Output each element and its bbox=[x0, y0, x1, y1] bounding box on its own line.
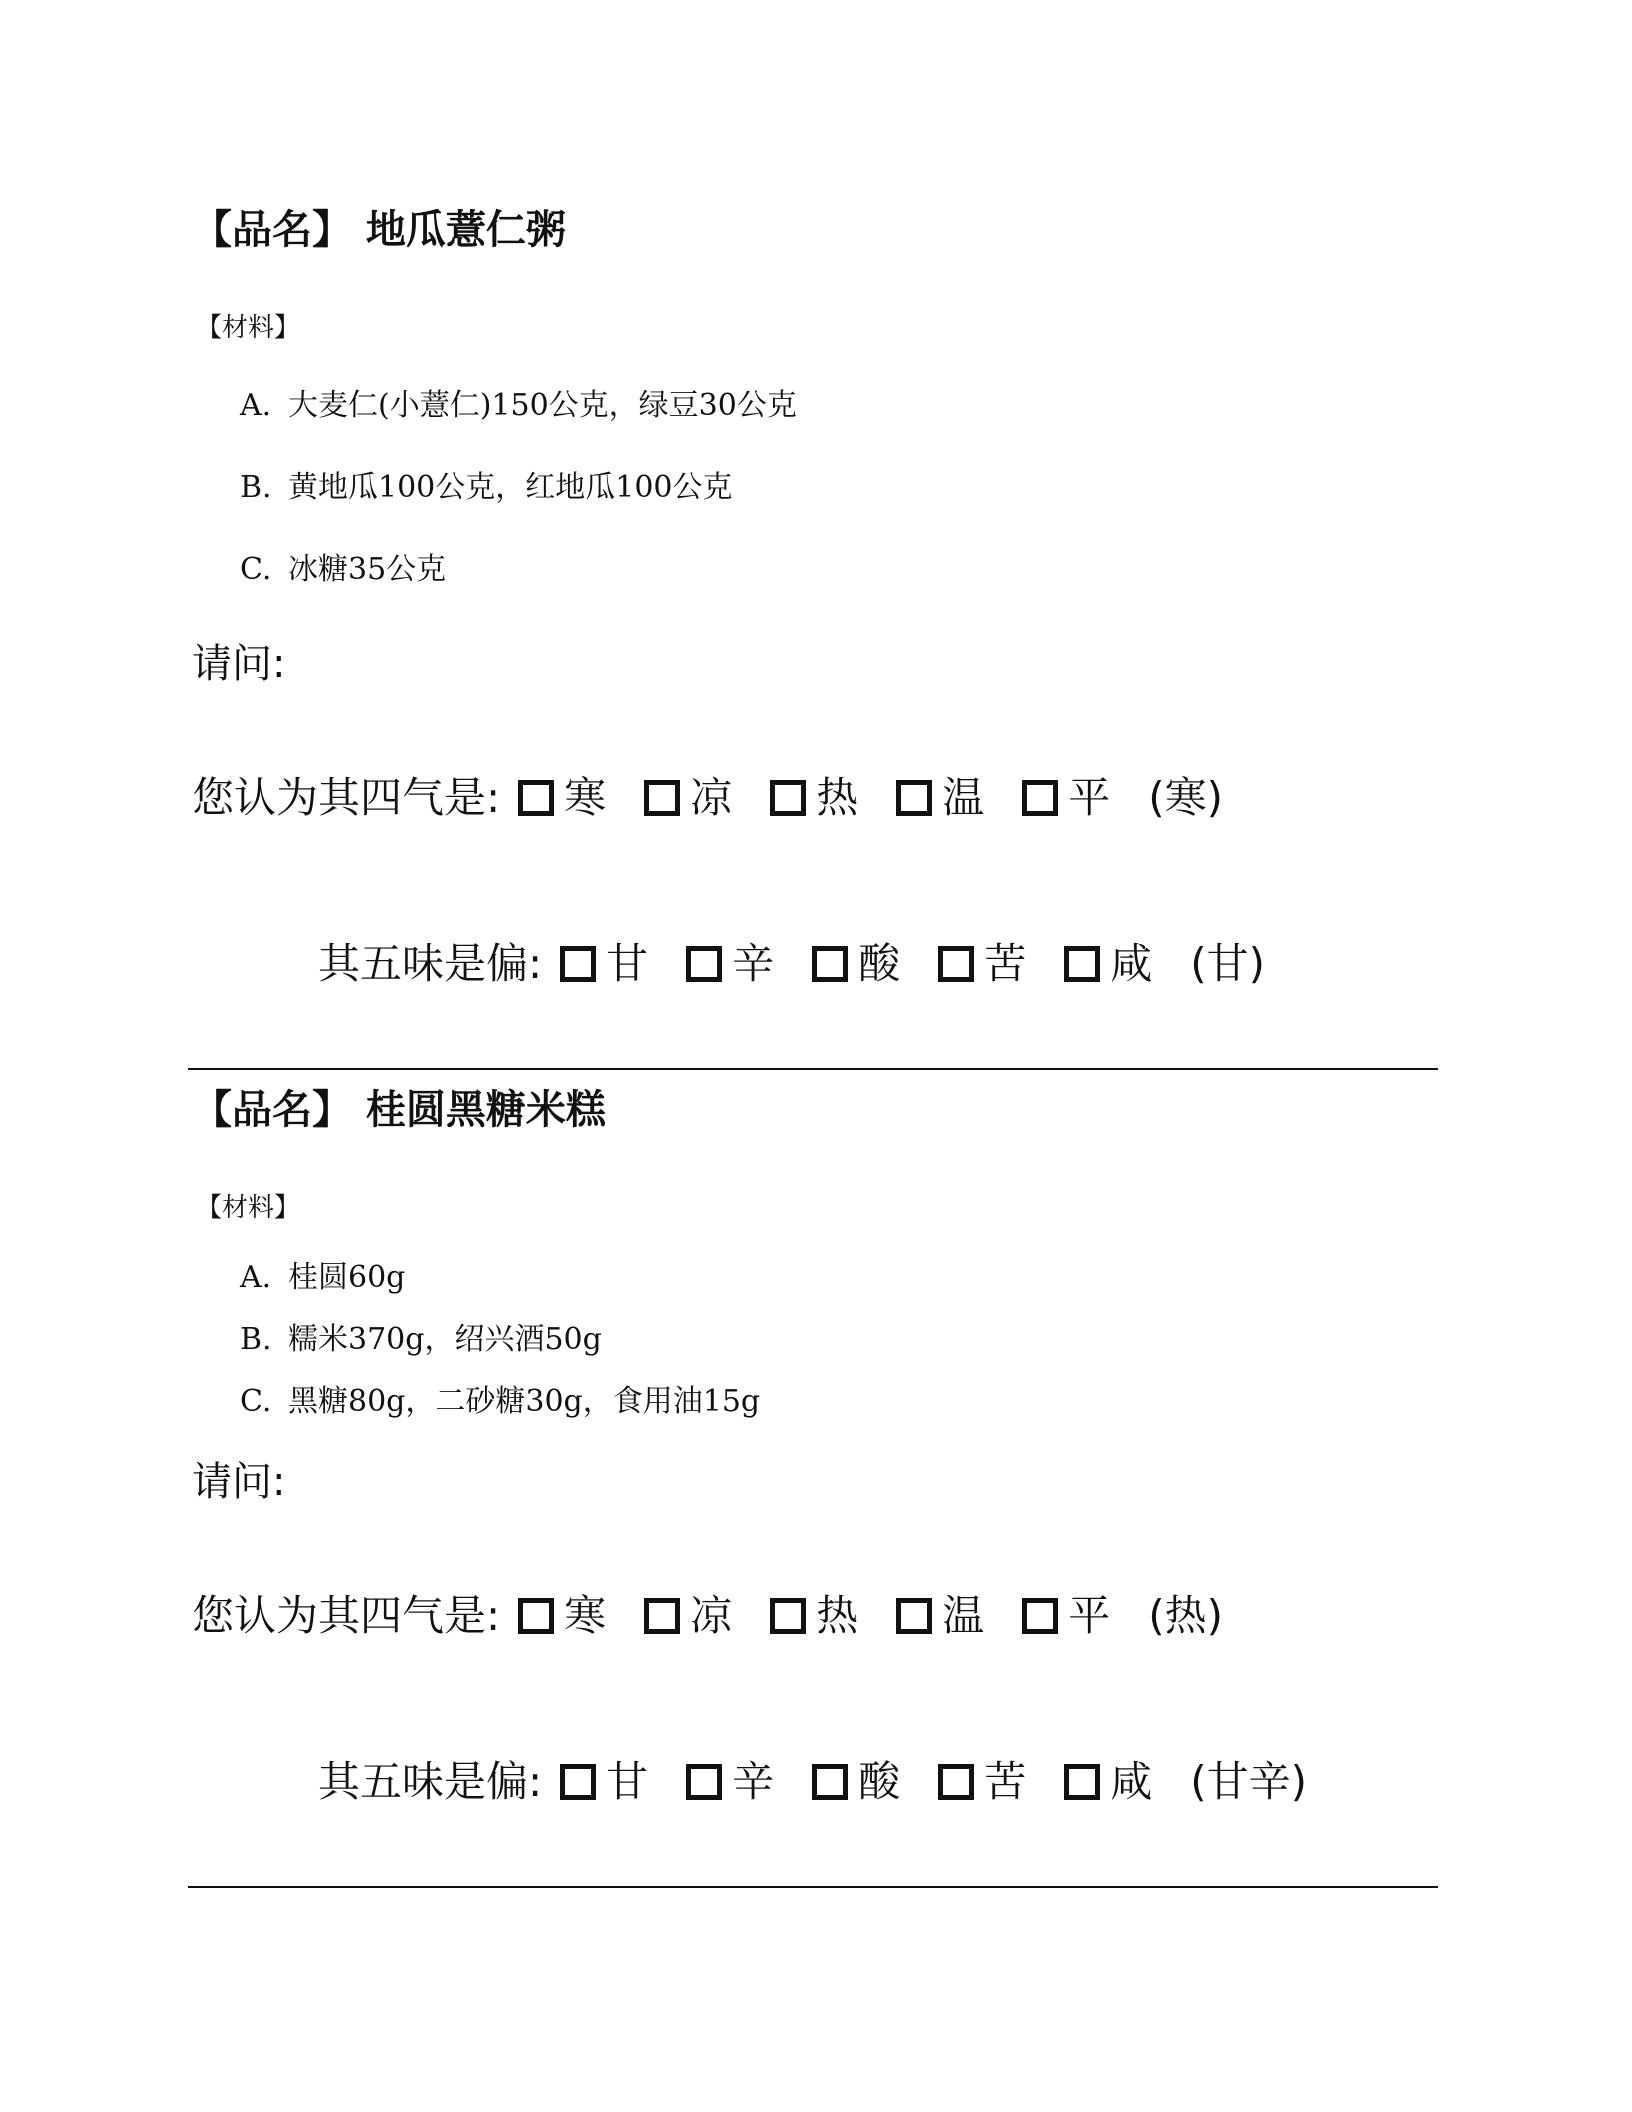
five-flavors-question bbox=[318, 1756, 1307, 1808]
qi-option-cold[interactable]: 寒 bbox=[518, 1590, 606, 1642]
recipe-title: 【品名】 桂圆黑糖米糕 bbox=[192, 1087, 606, 1133]
qi-option-hot[interactable]: 热 bbox=[770, 772, 858, 824]
checkbox[interactable] bbox=[938, 1764, 974, 1800]
item-text: 大麦仁(小薏仁)150公克，绿豆30公克 bbox=[288, 388, 797, 423]
checkbox[interactable] bbox=[644, 1598, 680, 1634]
ingredient-item bbox=[240, 1321, 602, 1359]
qi-answer: (寒) bbox=[1148, 773, 1224, 822]
four-qi-question bbox=[192, 1590, 1223, 1642]
checkbox[interactable] bbox=[1022, 1598, 1058, 1634]
flavor-option-bitter[interactable]: 苦 bbox=[938, 938, 1026, 990]
item-letter: A. bbox=[240, 1260, 272, 1295]
flavor-option-pungent[interactable]: 辛 bbox=[686, 938, 774, 990]
qi-option-cold[interactable]: 寒 bbox=[518, 772, 606, 824]
five-flavors-label: 其五味是偏: bbox=[318, 1757, 543, 1806]
flavor-answer: (甘) bbox=[1190, 939, 1266, 988]
checkbox[interactable] bbox=[770, 1598, 806, 1634]
checkbox[interactable] bbox=[770, 780, 806, 816]
four-qi-label: 您认为其四气是: bbox=[192, 1591, 501, 1640]
item-letter: A. bbox=[240, 388, 272, 423]
item-letter: B. bbox=[240, 470, 272, 505]
qi-option-hot[interactable]: 热 bbox=[770, 1590, 858, 1642]
item-text: 黑糖80g，二砂糖30g，食用油15g bbox=[288, 1384, 761, 1419]
checkbox[interactable] bbox=[518, 1598, 554, 1634]
qi-answer: (热) bbox=[1148, 1591, 1224, 1640]
flavor-option-pungent[interactable]: 辛 bbox=[686, 1756, 774, 1808]
four-qi-question bbox=[192, 772, 1223, 824]
flavor-option-sour[interactable]: 酸 bbox=[812, 1756, 900, 1808]
question-prompt: 请问: bbox=[192, 641, 286, 687]
five-flavors-label: 其五味是偏: bbox=[318, 939, 543, 988]
four-qi-label: 您认为其四气是: bbox=[192, 773, 501, 822]
checkbox[interactable] bbox=[896, 780, 932, 816]
section-divider bbox=[188, 1068, 1438, 1070]
qi-option-warm[interactable]: 温 bbox=[896, 1590, 984, 1642]
checkbox[interactable] bbox=[1022, 780, 1058, 816]
ingredient-item bbox=[240, 387, 797, 425]
ingredient-item bbox=[240, 551, 446, 589]
item-text: 桂圆60g bbox=[288, 1260, 406, 1295]
checkbox[interactable] bbox=[518, 780, 554, 816]
checkbox[interactable] bbox=[686, 946, 722, 982]
ingredient-item bbox=[240, 1383, 760, 1421]
recipe-title: 【品名】 地瓜薏仁粥 bbox=[192, 207, 566, 253]
checkbox[interactable] bbox=[1064, 946, 1100, 982]
qi-option-neutral[interactable]: 平 bbox=[1022, 772, 1110, 824]
item-text: 糯米370g，绍兴酒50g bbox=[288, 1322, 602, 1357]
checkbox[interactable] bbox=[812, 946, 848, 982]
checkbox[interactable] bbox=[812, 1764, 848, 1800]
item-letter: C. bbox=[240, 1384, 272, 1419]
flavor-answer: (甘辛) bbox=[1190, 1757, 1308, 1806]
flavor-option-sweet[interactable]: 甘 bbox=[560, 938, 648, 990]
checkbox[interactable] bbox=[560, 1764, 596, 1800]
section-divider bbox=[188, 1886, 1438, 1888]
flavor-option-salty[interactable]: 咸 bbox=[1064, 1756, 1152, 1808]
flavor-option-sour[interactable]: 酸 bbox=[812, 938, 900, 990]
flavor-option-salty[interactable]: 咸 bbox=[1064, 938, 1152, 990]
qi-option-cool[interactable]: 凉 bbox=[644, 1590, 732, 1642]
qi-option-cool[interactable]: 凉 bbox=[644, 772, 732, 824]
qi-option-warm[interactable]: 温 bbox=[896, 772, 984, 824]
item-text: 黄地瓜100公克，红地瓜100公克 bbox=[288, 470, 733, 505]
item-letter: C. bbox=[240, 552, 272, 587]
qi-option-neutral[interactable]: 平 bbox=[1022, 1590, 1110, 1642]
flavor-option-sweet[interactable]: 甘 bbox=[560, 1756, 648, 1808]
checkbox[interactable] bbox=[938, 946, 974, 982]
checkbox[interactable] bbox=[686, 1764, 722, 1800]
item-letter: B. bbox=[240, 1322, 272, 1357]
checkbox[interactable] bbox=[896, 1598, 932, 1634]
materials-label: 【材料】 bbox=[196, 1193, 301, 1223]
item-text: 冰糖35公克 bbox=[288, 552, 447, 587]
checkbox[interactable] bbox=[560, 946, 596, 982]
checkbox[interactable] bbox=[644, 780, 680, 816]
ingredient-item bbox=[240, 1259, 405, 1297]
question-prompt: 请问: bbox=[192, 1459, 286, 1505]
flavor-option-bitter[interactable]: 苦 bbox=[938, 1756, 1026, 1808]
checkbox[interactable] bbox=[1064, 1764, 1100, 1800]
materials-label: 【材料】 bbox=[196, 313, 301, 343]
five-flavors-question bbox=[318, 938, 1265, 990]
ingredient-item bbox=[240, 469, 733, 507]
